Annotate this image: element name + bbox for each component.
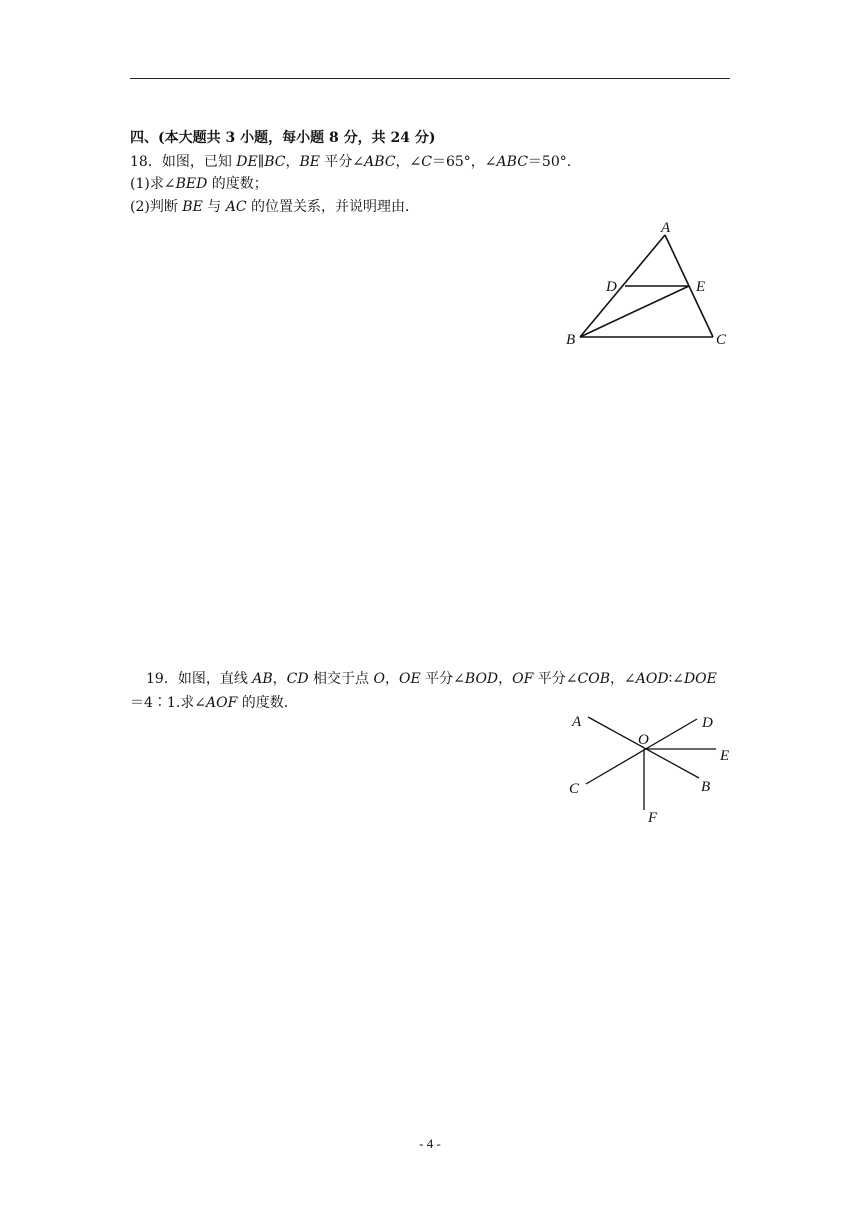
line-cd [586,719,697,784]
q19-var: OF [512,671,534,687]
q18-text: (2)判断 [130,199,183,215]
q19-label-b: B [701,779,711,795]
q18-text: ，∠ [395,154,422,170]
q18-label-b: B [566,332,576,348]
q19-text: ， [272,671,287,687]
q19-text: ＝4∶1.求∠ [130,695,206,711]
q18-var: ABC [496,154,528,170]
q19-var: COB [577,671,611,687]
q19-label-d: D [702,715,713,731]
q19-label-c: C [569,781,580,797]
page-number: - 4 - [419,1136,441,1151]
q19-label-a: A [572,714,582,730]
q18-var: BED [175,176,208,192]
q19-var: O [373,671,385,687]
q18-text: 平分∠ [319,154,365,170]
q18-text: ∥ [257,154,265,170]
q19-text: 平分∠ [533,671,578,687]
q18-figure [580,235,713,337]
q18-var: BC [264,154,286,170]
q18-var: DE [236,154,258,170]
q19-var: BOD [464,671,499,687]
q18-var: C [421,154,432,170]
q19-label-o: O [638,732,649,748]
q18-text: 的位置关系，并说明理由． [246,199,419,215]
q18-label-e: E [696,279,706,295]
q18-text: 的度数； [207,176,268,192]
q18-var: ABC [364,154,396,170]
q18-label-a: A [661,220,671,236]
q18-text: ＝65°，∠ [431,154,497,170]
q18-label-c: C [716,332,727,348]
q19-text: 的度数． [237,695,298,711]
q18-var: BE [299,154,320,170]
q19-text: ∶∠ [668,671,684,687]
q19-var: AOF [206,695,238,711]
q19-label-f: F [648,810,658,826]
q19-label-e: E [720,748,730,764]
q19-figure [586,717,716,810]
q18-var: AC [225,199,247,215]
section-header: 四、(本大题共 3 小题，每小题 8 分，共 24 分) [130,130,436,146]
q19-var: AOD [635,671,669,687]
q19-var: AB [252,671,273,687]
q18-text: 与 [202,199,226,215]
q19-text: 19．如图，直线 [146,671,253,687]
q18-var: BE [182,199,203,215]
q18-label-d: D [606,279,617,295]
q19-text: 平分∠ [420,671,465,687]
q19-var: OE [399,671,421,687]
q19-text: ， [498,671,513,687]
q19-var: CD [286,671,309,687]
q19-text: 相交于点 [308,671,374,687]
q19-text: ， [385,671,399,687]
q19-var: DOE [683,671,717,687]
q18-text: ， [285,154,300,170]
q18-text: (1)求∠ [130,176,176,192]
segment-be [580,286,689,337]
q19-text: ，∠ [610,671,636,687]
q18-text: 18．如图，已知 [130,154,237,170]
q18-text: ＝50°. [527,154,572,170]
